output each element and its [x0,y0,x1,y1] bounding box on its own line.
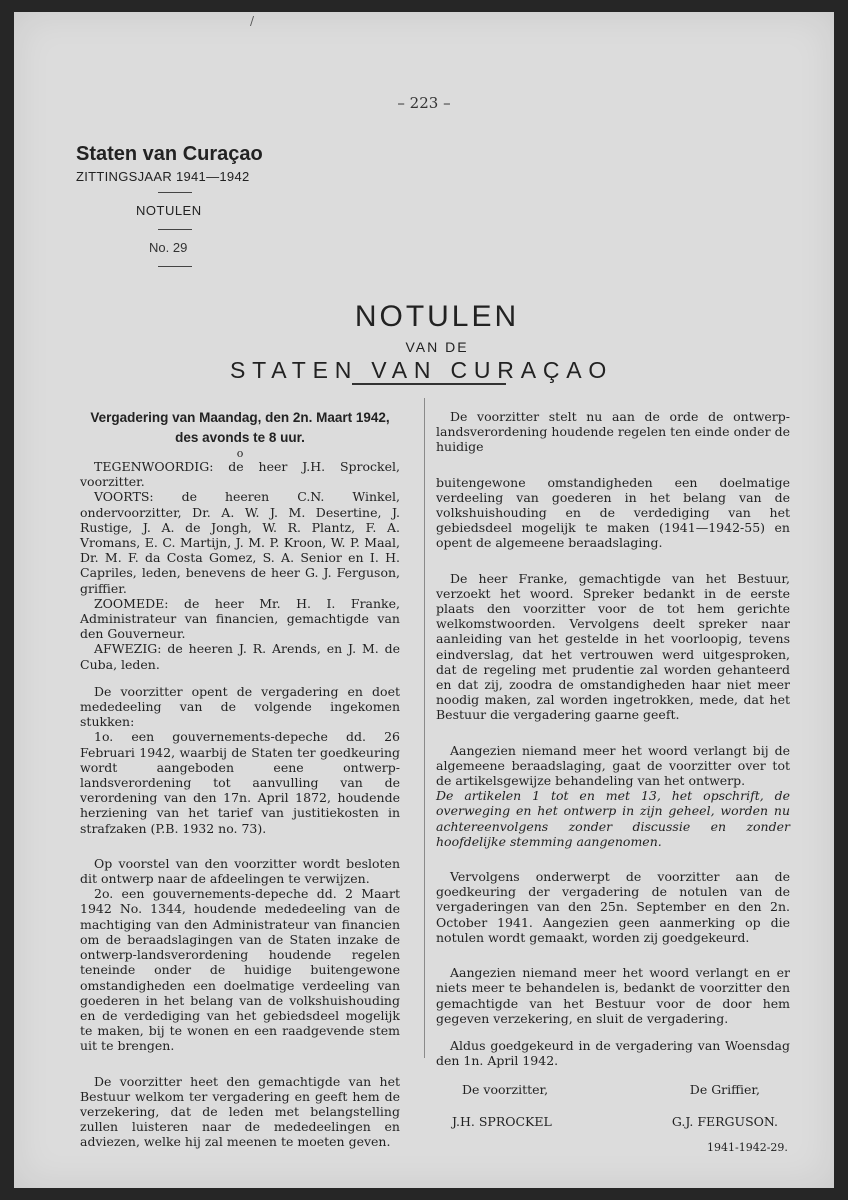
left-column [80,408,400,1150]
page-mark: / [250,14,255,28]
paragraph: De heer Franke, gemachtigde van het Bestuur, verzoekt het woord. Spreker bedankt in de eerste plaats den voorzitter voor de tot hem gerichte welkomstwoorden. Vervolgens deelt spreker naar aanleiding van het gestelde in het voorloopig, tevens eindverslag, dat het vertrouwen werd uitgesproken, dat de regeling met prudentie zal worden gehanteerd en dat zij, zoodra de omstandigheden haar niet meer noodig maken, zal worden ingetrokken, mede, dat het Bestuur die vergadering gaarne geeft. [436,570,790,723]
footer-reference: 1941-1942-29. [707,1141,788,1154]
signature-name-right: G.J. FERGUSON. [671,1113,778,1129]
paragraph: Vervolgens onderwerpt de voorzitter aan de goedkeuring der vergadering de notulen van de vergaderingen van den 25n. September en den 2n. October 1941. Aangezien geen aanmerking op die notulen wordt gemaakt, worden zij goedgekeurd. [436,869,790,945]
main-title-subline: VAN DE [405,339,469,355]
header-title: Staten van Curaçao [76,143,263,165]
meeting-heading: Vergadering van Maandag, den 2n. Maart 1942, des avonds te 8 uur. [90,410,390,445]
attendance-also: VOORTS: de heeren C.N. Winkel, ondervoorzitter, Dr. A. W. J. M. Desertine, J. Rustige, J. A. de Jongh, W. R. Plantz, F. A. Vromans, E. C. Martijn, J. M. P. Kroon, W. P. Maal, Dr. M. F. da Costa Gomez, S. A. Senior en I. H. Capriles, leden, benevens de heer G. J. Ferguson, griffier. [80,489,400,596]
title-underline [352,383,506,385]
signature-role-right: De Griffier, [689,1082,760,1098]
paragraph: De voorzitter opent de vergadering en doet mededeeling van de volgende ingekomen stukken: [80,683,400,730]
main-title: NOTULEN [354,300,520,333]
paragraph: Op voorstel van den voorzitter wordt besloten dit ontwerp naar de afdeelingen te verwijzen. [80,855,400,887]
right-column [436,409,790,1129]
paragraph: 2o. een gouvernements-depeche dd. 2 Maart 1942 No. 1344, houdende mededeeling van de machtiging van den Administrateur van financien om de beraadslagingen van de Staten inzake de ontwerp-landsverordening houdende regelen teneinde onder de huidige buitengewone omstandigheden een doelmatige verdeeling van goederen in het belang van de volkshuishouding en de verdediging van het gebiedsdeel mogelijk te maken, bij te wonen en een raadgevende stem uit te brengen. [80,886,400,1054]
header-divider [158,192,192,193]
paragraph: Aangezien niemand meer het woord verlangt bij de algemeene beraadslaging, gaat de voorzitter over tot de artikelsgewijze behandeling van het ontwerp. [436,742,790,789]
paragraph: Aangezien niemand meer het woord verlangt en er niets meer te behandelen is, bedankt de voorzitter den gemachtigde van het Bestuur voor de door hem gegeven verzekering, en sluit de vergadering. [436,965,790,1026]
attendance-furthermore: ZOOMEDE: de heer Mr. H. I. Franke, Administrateur van financien, gemachtigde van den Gouverneur. [80,595,400,642]
paragraph: De voorzitter heet den gemachtigde van het Bestuur welkom ter vergadering en geeft hem de verzekering, dat de leden met belangstelling zullen luisteren naar de mededeelingen en adviezen, welke hij zal meenen te moeten geven. [80,1073,400,1150]
paragraph: De voorzitter stelt nu aan de orde de ontwerp-landsverordening houdende regelen ten einde onder de huidige [436,409,790,455]
signature-names [436,1114,790,1129]
paragraph: 1o. een gouvernements-depeche dd. 26 Februari 1942, waarbij de Staten ter goedkeuring wordt aangeboden eene ontwerp-landsverordening tot aanvulling van de verordening van den 17n. April 1872, houdende herziening van het tarief van justitiekosten in strafzaken (P.B. 1932 no. 73). [80,729,400,836]
header-divider [158,229,192,230]
attendance-present: TEGENWOORDIG: de heer J.H. Sprockel, voorzitter. [80,459,400,490]
column-divider [424,398,425,1058]
session-year: ZITTINGSJAAR 1941—1942 [76,169,250,184]
header-section: NOTULEN [136,203,202,218]
signature-name-left: J.H. SPROCKEL [452,1113,552,1129]
paragraph: Aldus goedgekeurd in de vergadering van Woensdag den 1n. April 1942. [436,1037,790,1069]
header-divider [158,266,192,267]
page-number: – 223 – [397,94,451,112]
paragraph: buitengewone omstandigheden een doelmatige verdeeling van goederen in het belang van de volkshuishouding en de verdediging van het gebiedsdeel mogelijk te maken (1941—1942-55) en opent de algemeene beraadslaging. [436,474,790,551]
paragraph: De artikelen 1 tot en met 13, het opschrift, de overweging en het ontwerp in zijn geheel, worden nu achtereenvolgens zonder discussie en zonder hoofdelijke stemming aangenomen. [436,788,790,849]
signature-roles [436,1082,790,1097]
document-number: No. 29 [149,240,188,255]
attendance-absent: AFWEZIG: de heeren J. R. Arends, en J. M. de Cuba, leden. [80,641,400,672]
signature-role-left: De voorzitter, [462,1082,549,1098]
separator: o [236,447,244,460]
main-title-body: STATEN VAN CURAÇAO [230,357,614,383]
